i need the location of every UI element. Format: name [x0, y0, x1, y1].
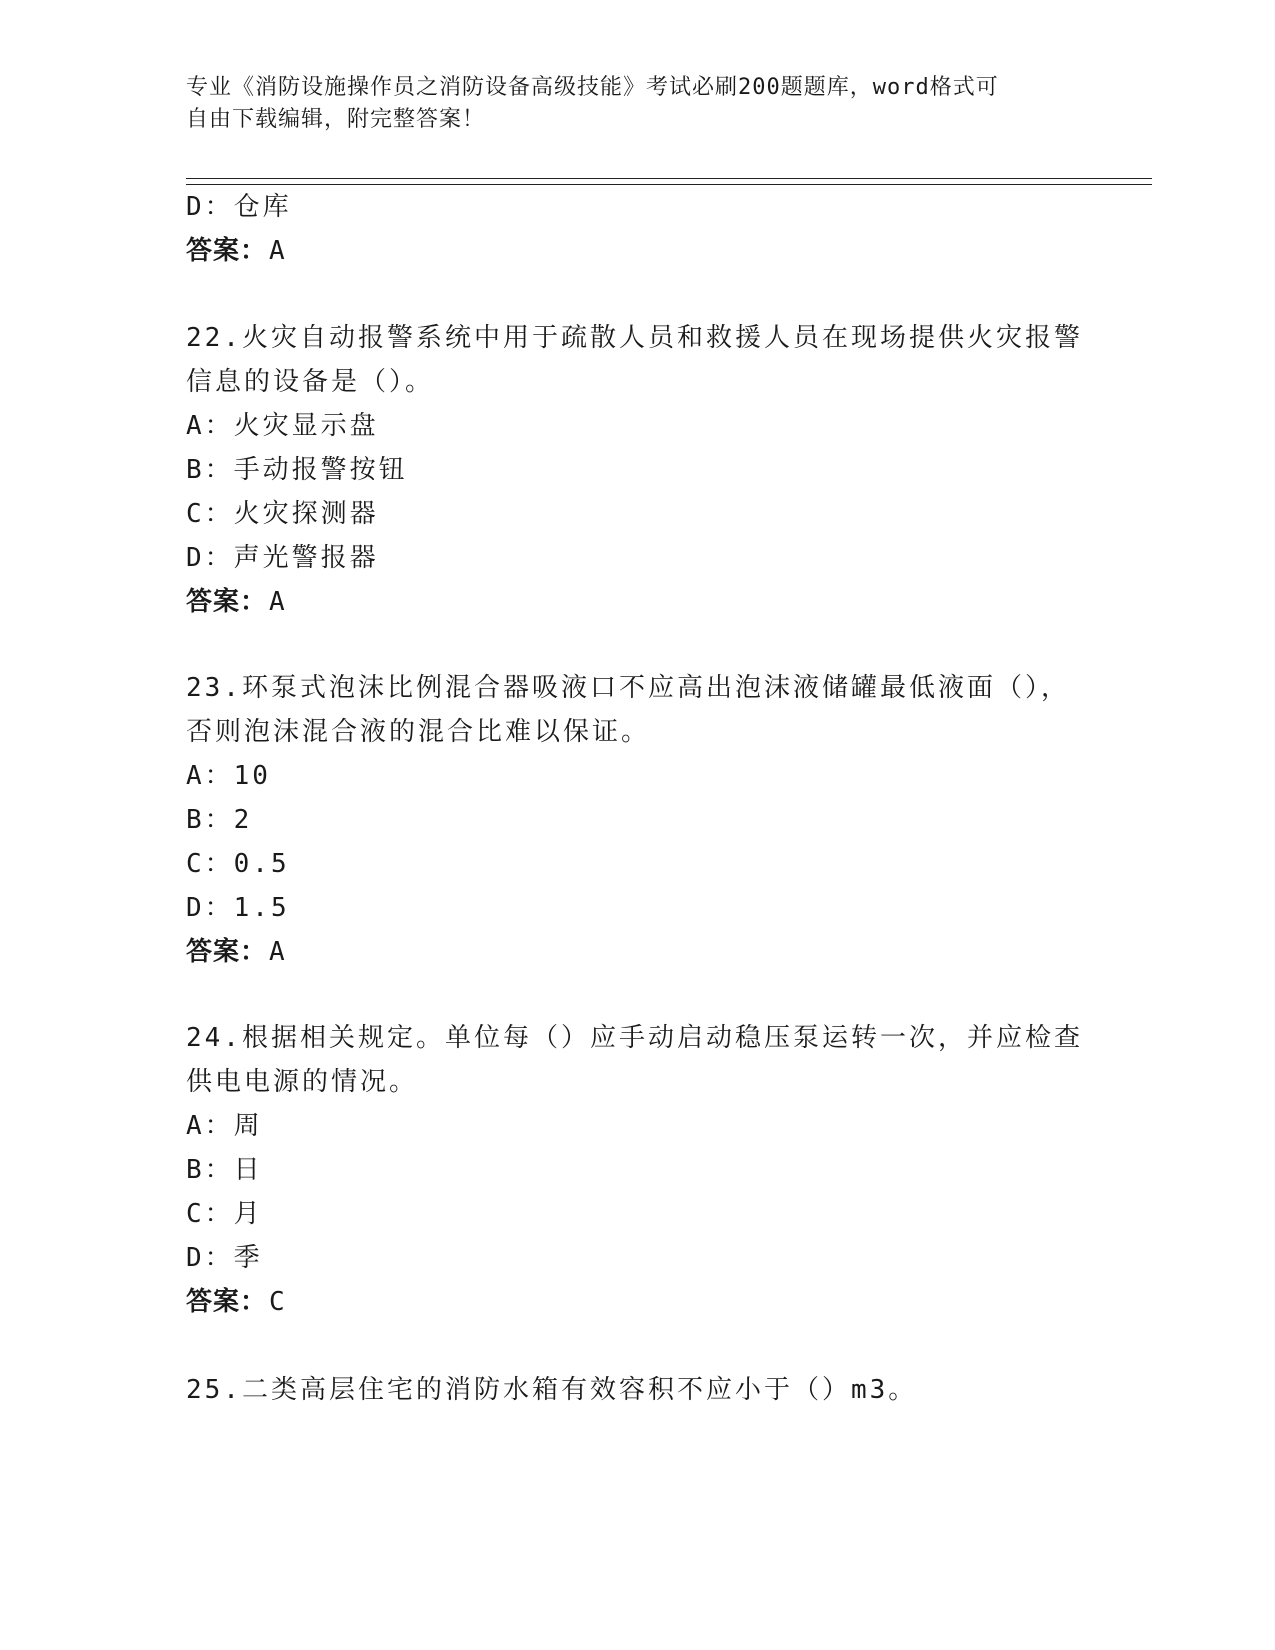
answer-label: 答案： — [186, 236, 268, 266]
q23-option-b: B：2 — [186, 805, 253, 835]
q24-option-a: A：周 — [186, 1111, 263, 1141]
header-line-1: 专业《消防设施操作员之消防设备高级技能》考试必刷200题题库，word格式可 — [186, 75, 999, 100]
q24-stem-line-1: 24.根据相关规定。单位每（）应手动启动稳压泵运转一次，并应检查 — [186, 1023, 1083, 1053]
answer-value: A — [269, 236, 286, 266]
header-line-2: 自由下载编辑，附完整答案！ — [186, 107, 486, 132]
q24-option-d: D：季 — [186, 1243, 263, 1273]
header-divider-bottom — [186, 184, 1152, 185]
q22-option-d: D：声光警报器 — [186, 543, 379, 573]
q25-stem-line-1: 25.二类高层住宅的消防水箱有效容积不应小于（）m3。 — [186, 1375, 918, 1405]
prev-answer — [186, 235, 286, 267]
q23-option-a: A：10 — [186, 761, 271, 791]
q24-option-c: C：月 — [186, 1199, 263, 1229]
q23-option-d: D：1.5 — [186, 893, 290, 923]
q22-option-b: B：手动报警按钮 — [186, 455, 408, 485]
answer-value: A — [269, 587, 286, 617]
answer-value: C — [269, 1287, 286, 1317]
q22-option-a: A：火灾显示盘 — [186, 411, 379, 441]
q23-option-c: C：0.5 — [186, 849, 290, 879]
prev-option-d: D：仓库 — [186, 192, 292, 222]
q24-stem-line-2: 供电电源的情况。 — [186, 1067, 419, 1097]
answer-label: 答案： — [186, 587, 268, 617]
document-header — [186, 72, 1066, 136]
q24-answer — [186, 1286, 286, 1318]
answer-label: 答案： — [186, 937, 268, 967]
q23-stem-line-1: 23.环泵式泡沫比例混合器吸液口不应高出泡沫液储罐最低液面（）， — [186, 673, 1070, 703]
q24-option-b: B：日 — [186, 1155, 263, 1185]
q23-answer — [186, 936, 286, 968]
answer-value: A — [269, 937, 286, 967]
header-divider-top — [186, 178, 1152, 179]
q22-answer — [186, 586, 286, 618]
answer-label: 答案： — [186, 1287, 268, 1317]
q22-option-c: C：火灾探测器 — [186, 499, 379, 529]
q22-stem-line-1: 22.火灾自动报警系统中用于疏散人员和救援人员在现场提供火灾报警 — [186, 323, 1083, 353]
q23-stem-line-2: 否则泡沫混合液的混合比难以保证。 — [186, 717, 651, 747]
q22-stem-line-2: 信息的设备是（）。 — [186, 367, 435, 397]
